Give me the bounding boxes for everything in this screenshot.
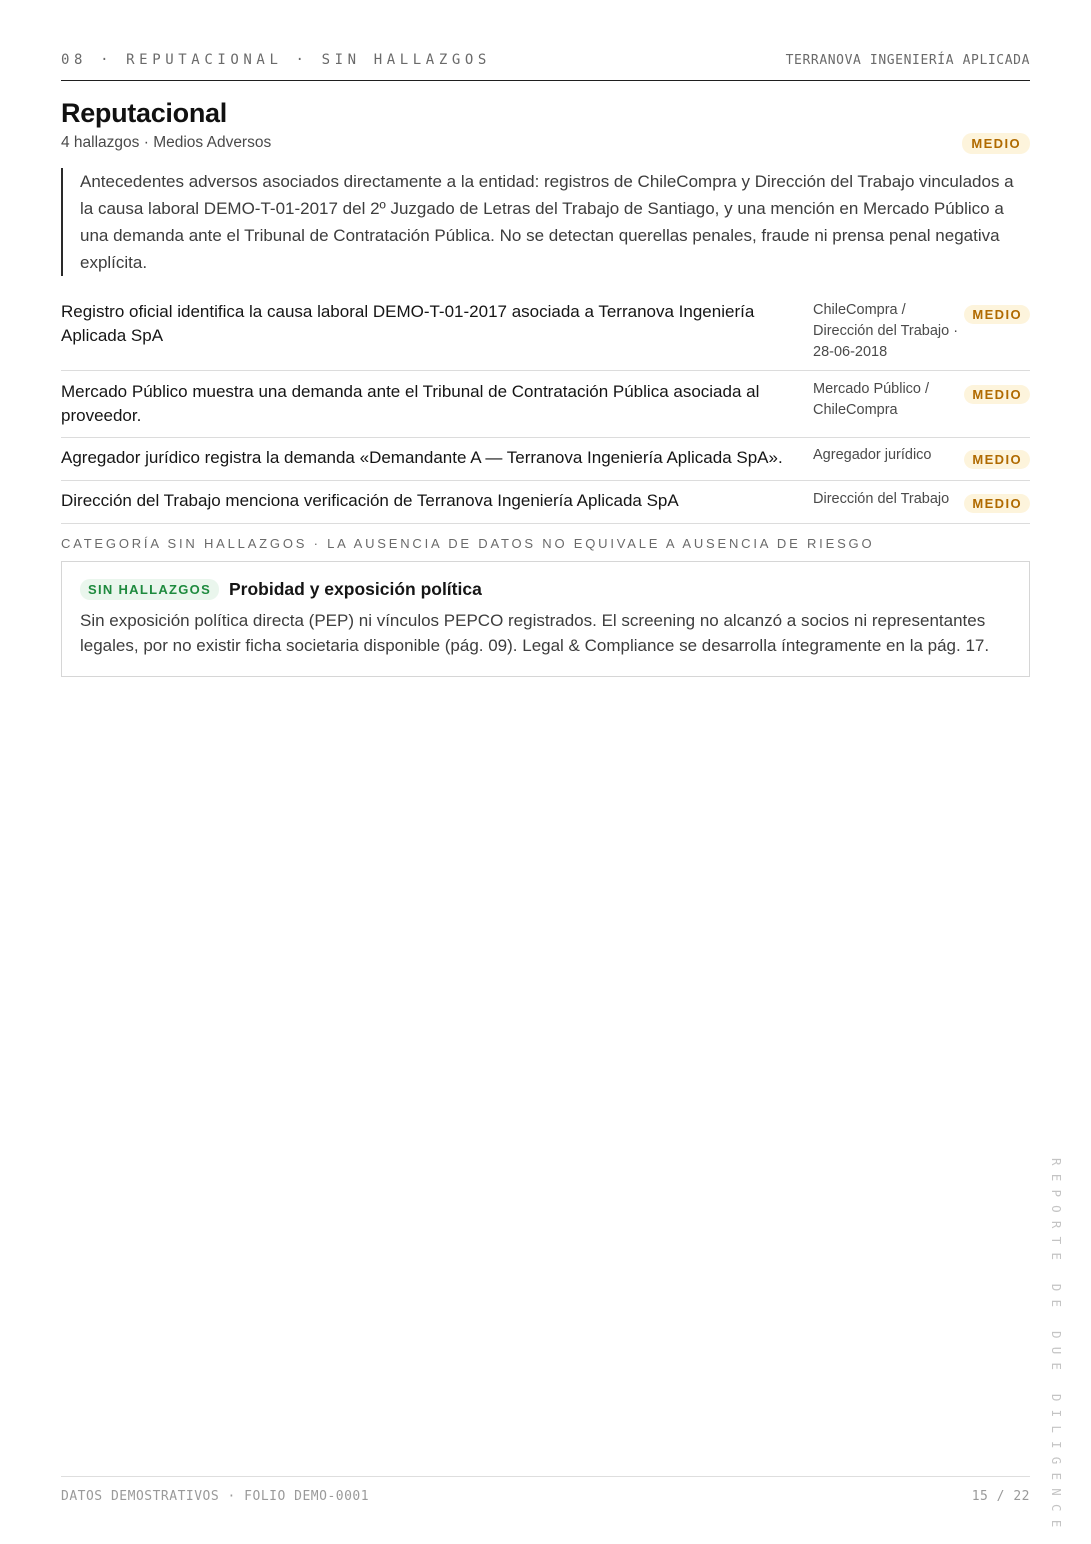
summary-quote: Antecedentes adversos asociados directamente a la entidad: registros de ChileCompra y Dirección del Trabajo vinculados a la causa laboral DEMO-T-01-2017 del 2º Juzgado de Letras del Trabajo de Santiago, y una mención en Mercado Público a una demanda ante el Tribunal de Contratación Pública. No se detectan querellas penales, fraude ni prensa penal negativa explícita. xyxy=(61,168,1031,276)
page-title: Reputacional xyxy=(61,98,227,128)
finding-source: Mercado Público / ChileCompra xyxy=(813,381,930,418)
page-subtitle: 4 hallazgos · Medios Adversos xyxy=(61,134,272,151)
finding-text: Registro oficial identifica la causa laboral DEMO-T-01-2017 asociada a Terranova Ingeniería Aplicada SpA xyxy=(61,302,755,345)
finding-row xyxy=(61,371,1030,438)
page-header xyxy=(61,52,1030,81)
finding-text: Mercado Público muestra una demanda ante el Tribunal de Contratación Pública asociada al proveedor. xyxy=(61,382,760,425)
page-footer xyxy=(61,1476,1030,1517)
no-findings-card xyxy=(61,561,1030,677)
side-label: REPORTE DE DUE DILIGENCE xyxy=(1049,1158,1064,1536)
no-findings-badge: SIN HALLAZGOS xyxy=(80,579,219,600)
finding-row xyxy=(61,438,1030,481)
finding-risk-badge: MEDIO xyxy=(964,450,1030,469)
finding-risk-badge: MEDIO xyxy=(964,385,1030,404)
company-name: TERRANOVA INGENIERÍA APLICADA xyxy=(785,53,1030,68)
category-note: CATEGORÍA SIN HALLAZGOS · LA AUSENCIA DE DATOS NO EQUIVALE A AUSENCIA DE RIESGO xyxy=(61,536,875,551)
finding-source: ChileCompra / Dirección del Trabajo · 28-06-2018 xyxy=(813,302,959,360)
no-findings-title: Probidad y exposición política xyxy=(229,579,482,599)
no-findings-body: Sin exposición política directa (PEP) ni vínculos PEPCO registrados. El screening no alcanzó a socios ni representantes legales, por no existir ficha societaria disponible (pág. 09). Legal & Compliance se desarrolla íntegramente en la pág. 17. xyxy=(80,611,990,655)
finding-source: Dirección del Trabajo xyxy=(813,491,950,507)
finding-source: Agregador jurídico xyxy=(813,447,932,463)
finding-text: Dirección del Trabajo menciona verificación de Terranova Ingeniería Aplicada SpA xyxy=(61,491,679,510)
risk-badge: MEDIO xyxy=(962,133,1030,154)
finding-row xyxy=(61,481,1030,524)
footer-folio: DATOS DEMOSTRATIVOS · FOLIO DEMO-0001 xyxy=(61,1489,370,1504)
finding-row xyxy=(61,292,1030,371)
findings-list xyxy=(61,292,1030,524)
finding-text: Agregador jurídico registra la demanda «Demandante A — Terranova Ingeniería Aplicada SpA». xyxy=(61,448,783,467)
page-number: 15 / 22 xyxy=(971,1489,1030,1504)
section-label: 08 · REPUTACIONAL · SIN HALLAZGOS xyxy=(61,52,491,68)
finding-risk-badge: MEDIO xyxy=(964,305,1030,324)
finding-risk-badge: MEDIO xyxy=(964,494,1030,513)
